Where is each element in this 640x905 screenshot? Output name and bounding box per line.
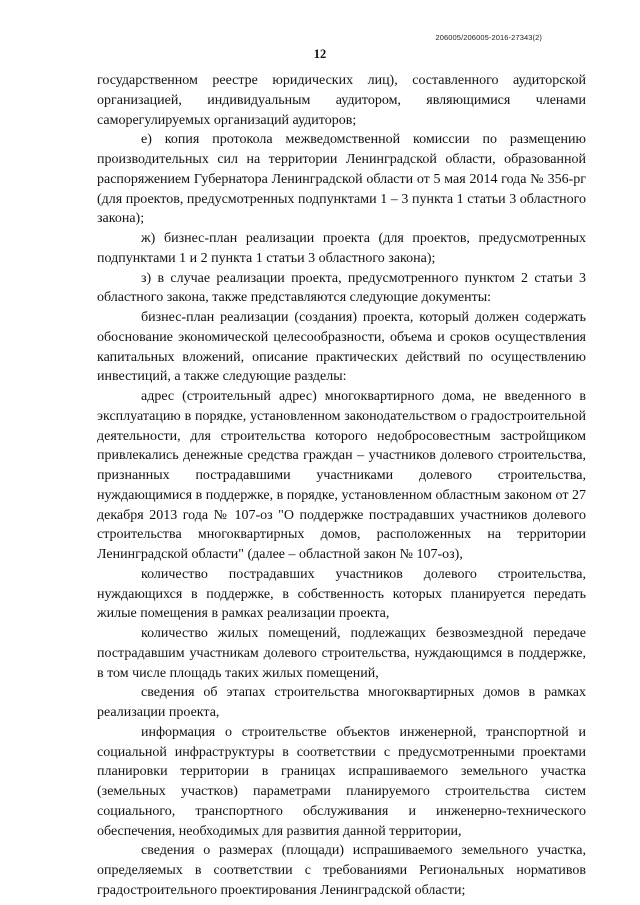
paragraph-item-e: е) копия протокола межведомственной комиссии по размещению производительных сил на территории Ленинградской области, образованной распоряжением Губернатора Ленинградской области от 5 мая 2014 года № 356-рг (для проектов, предусмотренных подпунктами 1 – 3 пункта 1 статьи 3 областного закона); [97, 132, 586, 227]
paragraph-premises-count: количество жилых помещений, подлежащих безвозмездной передаче пострадавшим участникам долевого строительства, нуждающимся в поддержке, в том числе площадь таких жилых помещений, [97, 626, 586, 681]
page-number: 12 [313, 47, 327, 61]
paragraph-registry-continuation: государственном реестре юридических лиц), составленного аудиторской организацией, индивидуальным аудитором, являющимися членами саморегулируемых организаций аудиторов; [97, 73, 586, 128]
paragraph-item-z: з) в случае реализации проекта, предусмотренного пунктом 2 статьи 3 областного закона, также представляются следующие документы: [97, 270, 586, 306]
paragraph-participants-count: количество пострадавших участников долевого строительства, нуждающихся в поддержке, в собственность которых планируется передать жилые помещения в рамках реализации проекта, [97, 566, 586, 622]
paragraph-item-zh: ж) бизнес-план реализации проекта (для проектов, предусмотренных подпунктами 1 и 2 пункта 1 статьи 3 областного закона); [97, 231, 586, 266]
document-id: 206005/206005-2016-27343(2) [435, 33, 542, 42]
paragraph-address: адрес (строительный адрес) многоквартирного дома, не введенного в эксплуатацию в порядке, установленном законодательством о градостроительной деятельности, для строительства которого недобросовестным застройщиком привлекались денежные средства граждан – участников долевого строительства, признанных пострадавшими участниками долевого строительства, нуждающимися в поддержке, в порядке, установленном областным законом от 27 декабря 2013 года № 107-оз "О поддержке пострадавших участников долевого строительства многоквартирных домов, расположенных на территории Ленинградской области" (далее – областной закон № 107-оз), [97, 389, 586, 562]
paragraph-construction-stages: сведения об этапах строительства многоквартирных домов в рамках реализации проекта, [97, 685, 586, 720]
paragraph-business-plan: бизнес-план реализации (создания) проекта, который должен содержать обоснование экономической целесообразности, объема и сроков осуществления капитальных вложений, описание практических действий по осуществлению инвестиций, а также следующие разделы: [97, 310, 586, 385]
paragraph-land-plot-size: сведения о размерах (площади) испрашиваемого земельного участка, определяемых в соответствии с требованиями Региональных нормативов градостроительного проектирования Ленинградской области; [97, 843, 586, 898]
document-body [97, 71, 586, 901]
paragraph-infrastructure: информация о строительстве объектов инженерной, транспортной и социальной инфраструктуры в соответствии с предусмотренными проектами планировки территории в границах испрашиваемого земельного участка (земельных участков) параметрами планируемого строительства систем социального, транспортного обслуживания и инженерно-технического обеспечения, необходимых для развития данной территории, [97, 724, 586, 839]
